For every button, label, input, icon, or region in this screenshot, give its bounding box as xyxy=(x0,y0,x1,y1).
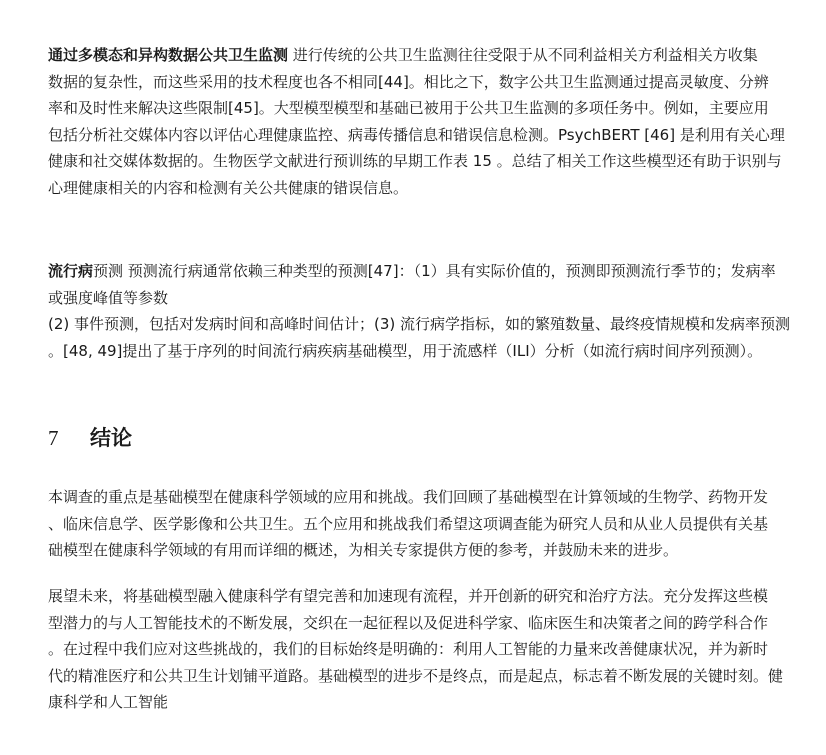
text-line: 代的精准医疗和公共卫生计划铺平道路。基础模型的进步不是终点，而是起点，标志着不断发展的关键时刻。健 xyxy=(48,666,784,685)
text-line: 流行病预测 预测流行病通常依赖三种类型的预测[47]：（1）具有实际价值的，预测即预测流行季节的；发病率 xyxy=(48,262,776,280)
section-heading xyxy=(48,422,132,452)
text-line: (2) 事件预测，包括对发病时间和高峰时间估计；(3) 流行病学指标，如的繁殖数量、最终疫情规模和发病率预测 xyxy=(48,315,791,333)
text-line: 。[48, 49]提出了基于序列的时间流行病疾病基础模型，用于流感样（ILI）分析（如流行病时间序列预测）。 xyxy=(48,341,763,360)
text-line: 康科学和人工智能 xyxy=(48,693,169,711)
section-number: 7 xyxy=(48,426,59,450)
text-line: 健康和社交媒体数据的。生物医学文献进行预训练的早期工作表 15 。总结了相关工作这些模型还有助于识别与 xyxy=(48,152,782,170)
text-line: 或强度峰值等参数 xyxy=(48,288,169,307)
text-line: 数据的复杂性，而这些采用的技术程度也各不相同[44]。相比之下，数字公共卫生监测通过提高灵敏度、分辨 xyxy=(48,72,769,91)
text-line: 展望未来，将基础模型融入健康科学有望完善和加速现有流程，并开创新的研究和治疗方法。充分发挥这些模 xyxy=(48,587,769,605)
text-line: 、临床信息学、医学影像和公共卫生。五个应用和挑战我们希望这项调查能为研究人员和从业人员提供有关基 xyxy=(48,514,769,533)
section-title: 结论 xyxy=(90,426,132,450)
surveillance-heading: 通过多模态和异构数据公共卫生监测 xyxy=(48,46,289,64)
surveillance-paragraph xyxy=(48,42,808,201)
conclusion-paragraph-2 xyxy=(48,583,808,716)
epidemic-paragraph xyxy=(48,258,808,364)
text-line: 本调查的重点是基础模型在健康科学领域的应用和挑战。我们回顾了基础模型在计算领域的生物学、药物开发 xyxy=(48,488,769,506)
text-line: 心理健康相关的内容和检测有关公共健康的错误信息。 xyxy=(48,178,409,197)
text-line: 型潜力的与人工智能技术的不断发展，交织在一起征程以及促进科学家、临床医生和决策者之间的跨学科合作 xyxy=(48,613,769,632)
text-line: 础模型在健康科学领域的有用而详细的概述，为相关专家提供方便的参考，并鼓励未来的进步。 xyxy=(48,541,679,559)
conclusion-paragraph-1 xyxy=(48,484,808,564)
text-line: 通过多模态和异构数据公共卫生监测 进行传统的公共卫生监测往往受限于从不同利益相关方利益相关方收集 xyxy=(48,46,758,64)
text-line: 包括分析社交媒体内容以评估心理健康监控、病毒传播信息和错误信息检测。PsychBERT [46] 是利用有关心理 xyxy=(48,125,785,144)
epidemic-heading: 流行病 xyxy=(48,262,94,280)
text-line: 。在过程中我们应对这些挑战的，我们的目标始终是明确的：利用人工智能的力量来改善健康状况，并为新时 xyxy=(48,640,769,658)
text-line: 率和及时性来解决这些限制[45]。大型模型模型和基础已被用于公共卫生监测的多项任务中。例如，主要应用 xyxy=(48,99,769,117)
